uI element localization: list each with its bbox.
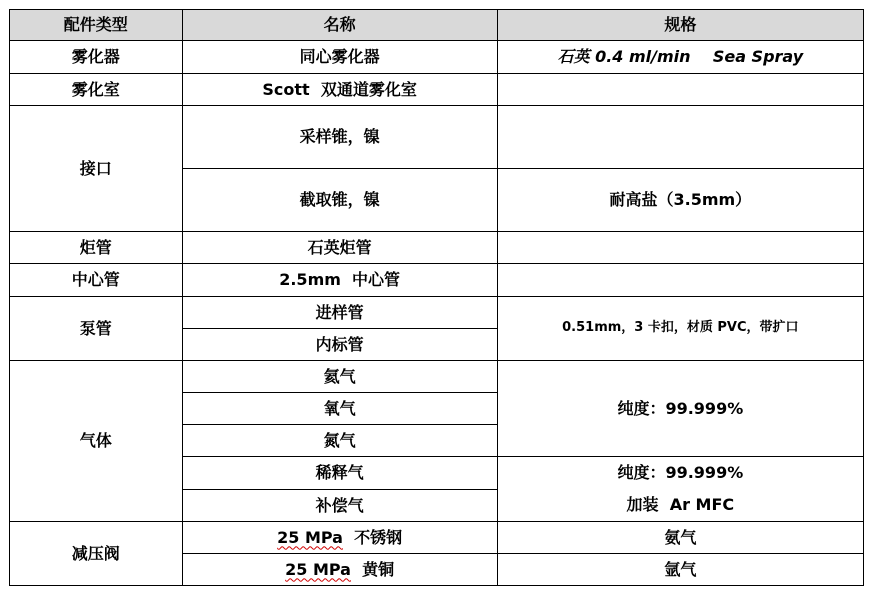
- cell-name: [182, 554, 497, 586]
- cell-spec: 0.51mm，3 卡扣，材质 PVC，带扩口: [497, 297, 863, 361]
- cell-type: 接口: [10, 106, 183, 232]
- cell-name: 氦气: [182, 361, 497, 393]
- cell-type: 减压阀: [10, 522, 183, 586]
- pressure-value: 25 MPa: [277, 527, 343, 547]
- table-row: [10, 106, 864, 169]
- table-row: [10, 74, 864, 106]
- spec-line: 纯度：99.999%: [617, 463, 744, 482]
- cell-name: 氧气: [182, 393, 497, 425]
- cell-name: 2.5mm 中心管: [182, 264, 497, 297]
- cell-name: 进样管: [182, 297, 497, 329]
- cell-name: Scott 双通道雾化室: [182, 74, 497, 106]
- cell-type: 炬管: [10, 232, 183, 264]
- cell-name: 截取锥，镍: [182, 169, 497, 232]
- table-row: [10, 264, 864, 297]
- cell-spec: 石英 0.4 ml/min Sea Spray: [497, 41, 863, 74]
- table-row: [10, 297, 864, 329]
- parts-spec-table: [9, 9, 864, 586]
- cell-name: 采样锥，镍: [182, 106, 497, 169]
- table-row: [10, 41, 864, 74]
- cell-type: 气体: [10, 361, 183, 522]
- table-row: [10, 522, 864, 554]
- cell-name: 石英炬管: [182, 232, 497, 264]
- table-row: [10, 232, 864, 264]
- material: 不锈钢: [342, 527, 403, 547]
- header-part-type: 配件类型: [10, 10, 183, 41]
- cell-name: 氮气: [182, 425, 497, 457]
- cell-spec: [497, 74, 863, 106]
- cell-type: 中心管: [10, 264, 183, 297]
- spec-line: 加装 Ar MFC: [626, 495, 735, 514]
- pressure-value: 25 MPa: [285, 559, 351, 579]
- cell-spec: [497, 232, 863, 264]
- material: 黄铜: [350, 559, 395, 579]
- cell-spec: 耐高盐（3.5mm）: [497, 169, 863, 232]
- cell-spec: [497, 457, 863, 522]
- cell-spec: 氨气: [497, 522, 863, 554]
- cell-spec: 纯度：99.999%: [497, 361, 863, 457]
- cell-name: 补偿气: [182, 490, 497, 522]
- table-header-row: [10, 10, 864, 41]
- cell-spec: 氩气: [497, 554, 863, 586]
- cell-type: 雾化器: [10, 41, 183, 74]
- cell-name: 内标管: [182, 329, 497, 361]
- cell-name: 同心雾化器: [182, 41, 497, 74]
- table-row: [10, 361, 864, 393]
- cell-name: 稀释气: [182, 457, 497, 490]
- header-spec: 规格: [497, 10, 863, 41]
- cell-spec: [497, 264, 863, 297]
- cell-spec: [497, 106, 863, 169]
- header-name: 名称: [182, 10, 497, 41]
- cell-name: [182, 522, 497, 554]
- cell-type: 泵管: [10, 297, 183, 361]
- cell-type: 雾化室: [10, 74, 183, 106]
